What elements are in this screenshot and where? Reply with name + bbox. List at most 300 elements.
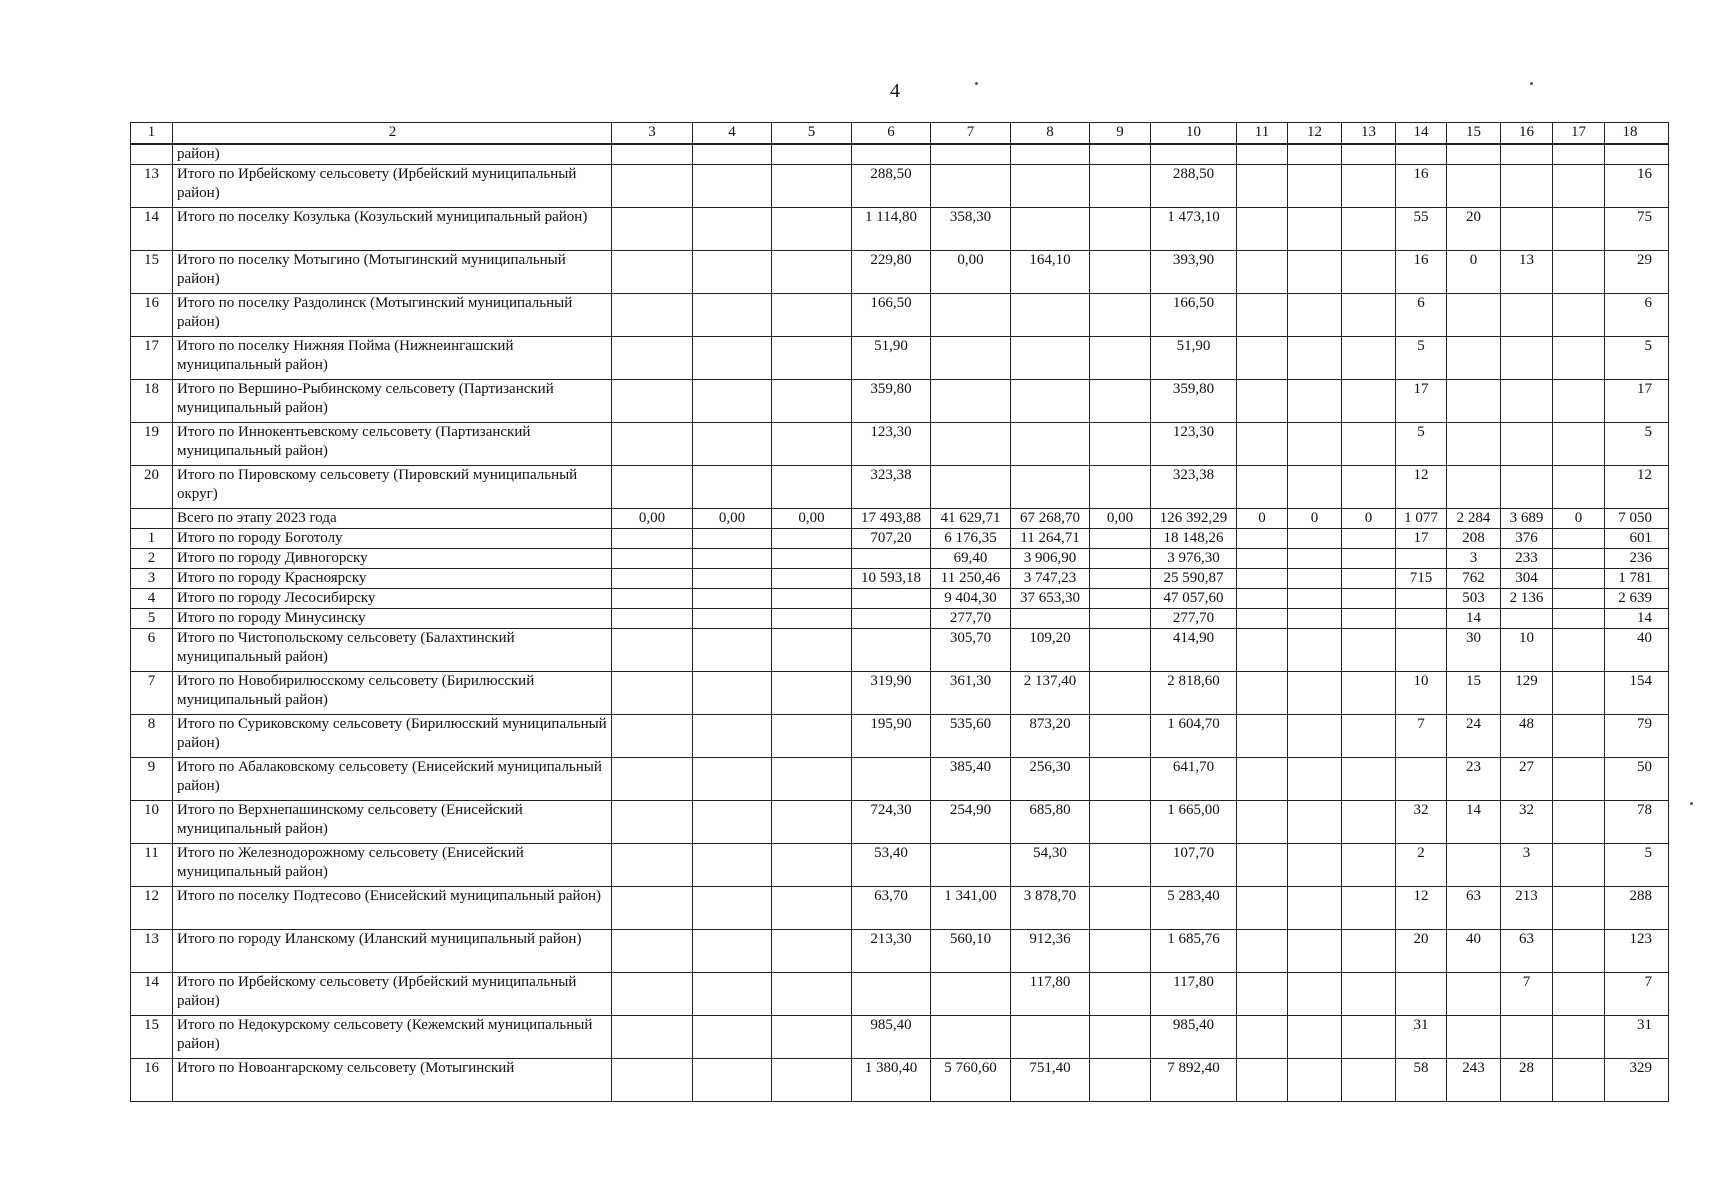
table-cell — [612, 569, 693, 589]
table-cell — [772, 715, 852, 758]
table-cell — [1237, 844, 1288, 887]
table-cell: 1 380,40 — [852, 1059, 931, 1102]
table-cell: 31 — [1605, 1016, 1669, 1059]
table-cell: 14 — [1605, 609, 1669, 629]
table-row — [131, 294, 1669, 337]
table-cell — [1288, 144, 1342, 165]
table-cell — [1090, 549, 1151, 569]
table-cell: 50 — [1605, 758, 1669, 801]
table-cell — [852, 973, 931, 1016]
table-cell: 8 — [1011, 123, 1090, 145]
table-cell: 2 — [1396, 844, 1447, 887]
table-cell: 12 — [1396, 887, 1447, 930]
table-cell: 0 — [1288, 509, 1342, 529]
table-cell — [772, 801, 852, 844]
table-row — [131, 844, 1669, 887]
table-cell: 40 — [1605, 629, 1669, 672]
table-cell — [1090, 672, 1151, 715]
table-cell — [1342, 930, 1396, 973]
table-cell: 3 — [1447, 549, 1501, 569]
table-cell — [1237, 1059, 1288, 1102]
table-cell: 10 — [131, 801, 173, 844]
table-cell: 10 — [1151, 123, 1237, 145]
table-cell: 126 392,29 — [1151, 509, 1237, 529]
table-cell — [1396, 609, 1447, 629]
table-cell: 601 — [1605, 529, 1669, 549]
table-cell: Итого по поселку Мотыгино (Мотыгинский муниципальный район) — [173, 251, 612, 294]
table-cell — [612, 844, 693, 887]
table-cell — [1553, 423, 1605, 466]
table-row — [131, 589, 1669, 609]
table-cell: 288,50 — [852, 165, 931, 208]
table-cell — [1237, 165, 1288, 208]
table-cell — [1288, 549, 1342, 569]
table-cell: 30 — [1447, 629, 1501, 672]
table-cell: 213 — [1501, 887, 1553, 930]
table-cell: 1 685,76 — [1151, 930, 1237, 973]
table-cell — [931, 294, 1011, 337]
table-cell: 14 — [131, 208, 173, 251]
table-cell: 17 — [1605, 380, 1669, 423]
table-cell: 15 — [131, 251, 173, 294]
table-cell: 2 137,40 — [1011, 672, 1090, 715]
table-cell: 17 — [1396, 529, 1447, 549]
table-cell — [1501, 609, 1553, 629]
table-cell — [1090, 569, 1151, 589]
table-cell — [1288, 165, 1342, 208]
table-cell: Итого по Вершино-Рыбинскому сельсовету (Партизанский муниципальный район) — [173, 380, 612, 423]
table-cell — [1237, 973, 1288, 1016]
table-cell — [772, 549, 852, 569]
table-cell — [772, 569, 852, 589]
table-cell — [693, 1059, 772, 1102]
table-cell — [1342, 1059, 1396, 1102]
table-cell: 376 — [1501, 529, 1553, 549]
table-cell — [1447, 165, 1501, 208]
table-cell — [1553, 973, 1605, 1016]
table-cell — [1553, 294, 1605, 337]
table-cell — [931, 423, 1011, 466]
table-cell: 17 493,88 — [852, 509, 931, 529]
table-cell: 0 — [1447, 251, 1501, 294]
table-cell: 3 976,30 — [1151, 549, 1237, 569]
table-cell — [1011, 337, 1090, 380]
table-cell — [1011, 609, 1090, 629]
table-cell — [693, 758, 772, 801]
table-cell — [693, 715, 772, 758]
table-cell — [693, 208, 772, 251]
table-cell: 535,60 — [931, 715, 1011, 758]
table-cell — [612, 165, 693, 208]
table-cell: 117,80 — [1151, 973, 1237, 1016]
table-cell — [1237, 801, 1288, 844]
table-cell — [1090, 165, 1151, 208]
table-cell: 5 — [1396, 337, 1447, 380]
table-cell: 0 — [1237, 509, 1288, 529]
table-cell: 304 — [1501, 569, 1553, 589]
table-cell: 166,50 — [852, 294, 931, 337]
table-cell — [1237, 549, 1288, 569]
table-cell: 12 — [131, 887, 173, 930]
table-cell — [1447, 337, 1501, 380]
table-cell — [772, 380, 852, 423]
table-row — [131, 423, 1669, 466]
table-cell — [772, 887, 852, 930]
table-cell: 277,70 — [931, 609, 1011, 629]
table-cell — [1447, 1016, 1501, 1059]
table-cell: 985,40 — [1151, 1016, 1237, 1059]
table-cell — [772, 672, 852, 715]
table-cell: 78 — [1605, 801, 1669, 844]
table-cell: 11 — [131, 844, 173, 887]
table-cell: 6 — [131, 629, 173, 672]
table-cell — [612, 144, 693, 165]
table-cell — [1342, 973, 1396, 1016]
table-cell: 7 — [1501, 973, 1553, 1016]
table-cell: 54,30 — [1011, 844, 1090, 887]
table-cell — [612, 887, 693, 930]
table-cell: 2 818,60 — [1151, 672, 1237, 715]
table-cell: 3 — [612, 123, 693, 145]
table-cell — [772, 973, 852, 1016]
table-cell: 18 148,26 — [1151, 529, 1237, 549]
table-row — [131, 1059, 1669, 1102]
table-cell — [1288, 589, 1342, 609]
table-cell — [1237, 208, 1288, 251]
table-cell: 358,30 — [931, 208, 1011, 251]
table-cell: 359,80 — [1151, 380, 1237, 423]
table-cell: 0,00 — [772, 509, 852, 529]
table-cell — [1553, 844, 1605, 887]
table-cell: 14 — [1396, 123, 1447, 145]
table-row — [131, 609, 1669, 629]
table-cell: Итого по поселку Нижняя Пойма (Нижнеингашский муниципальный район) — [173, 337, 612, 380]
table-cell: 58 — [1396, 1059, 1447, 1102]
table-cell — [1288, 1059, 1342, 1102]
table-cell — [1237, 144, 1288, 165]
table-cell — [612, 973, 693, 1016]
table-cell — [1288, 887, 1342, 930]
table-cell — [612, 208, 693, 251]
table-cell: 503 — [1447, 589, 1501, 609]
table-row — [131, 380, 1669, 423]
table-cell — [1447, 294, 1501, 337]
table-cell: Итого по городу Красноярску — [173, 569, 612, 589]
table-cell: 229,80 — [852, 251, 931, 294]
table-cell — [1342, 294, 1396, 337]
table-cell: 47 057,60 — [1151, 589, 1237, 609]
table-cell — [1553, 758, 1605, 801]
table-cell: 13 — [131, 930, 173, 973]
table-cell — [693, 629, 772, 672]
table-row — [131, 801, 1669, 844]
table-cell: 129 — [1501, 672, 1553, 715]
table-cell — [1237, 672, 1288, 715]
table-cell: 20 — [131, 466, 173, 509]
table-cell — [1342, 758, 1396, 801]
table-cell: 1 781 — [1605, 569, 1669, 589]
table-cell — [931, 973, 1011, 1016]
table-cell: Итого по Верхнепашинскому сельсовету (Енисейский муниципальный район) — [173, 801, 612, 844]
table-cell: 164,10 — [1011, 251, 1090, 294]
table-cell — [1447, 423, 1501, 466]
table-row — [131, 251, 1669, 294]
table-cell: 256,30 — [1011, 758, 1090, 801]
table-cell: 5 — [1605, 844, 1669, 887]
table-cell — [1501, 466, 1553, 509]
table-cell: 14 — [1447, 609, 1501, 629]
table-cell: 29 — [1605, 251, 1669, 294]
table-row — [131, 337, 1669, 380]
table-cell: 37 653,30 — [1011, 589, 1090, 609]
table-cell: 9 404,30 — [931, 589, 1011, 609]
table-cell — [1288, 715, 1342, 758]
table-cell — [1090, 294, 1151, 337]
table-cell — [1553, 1059, 1605, 1102]
table-cell: 48 — [1501, 715, 1553, 758]
table-row — [131, 973, 1669, 1016]
table-cell: 16 — [1605, 165, 1669, 208]
table-cell — [1501, 1016, 1553, 1059]
table-cell — [1501, 208, 1553, 251]
table-cell — [1342, 466, 1396, 509]
table-cell — [1447, 466, 1501, 509]
table-cell: Итого по городу Лесосибирску — [173, 589, 612, 609]
table-cell — [1342, 887, 1396, 930]
table-cell — [612, 466, 693, 509]
table-cell: 1 — [131, 123, 173, 145]
table-cell — [1342, 337, 1396, 380]
table-cell: район) — [173, 144, 612, 165]
table-cell — [772, 165, 852, 208]
table-cell — [612, 294, 693, 337]
table-cell: Итого по Чистопольскому сельсовету (Балахтинский муниципальный район) — [173, 629, 612, 672]
table-cell — [1288, 801, 1342, 844]
table-cell — [1342, 589, 1396, 609]
table-cell: 154 — [1605, 672, 1669, 715]
table-cell: 31 — [1396, 1016, 1447, 1059]
table-cell — [693, 466, 772, 509]
table-cell: 707,20 — [852, 529, 931, 549]
table-cell — [1090, 715, 1151, 758]
table-cell — [1090, 251, 1151, 294]
table-cell — [772, 466, 852, 509]
table-cell: Итого по городу Иланскому (Иланский муниципальный район) — [173, 930, 612, 973]
table-cell — [1342, 380, 1396, 423]
table-cell: 10 — [1396, 672, 1447, 715]
table-cell: Итого по городу Минусинску — [173, 609, 612, 629]
table-cell — [1237, 609, 1288, 629]
table-cell — [772, 609, 852, 629]
table-cell — [1342, 251, 1396, 294]
table-cell — [852, 549, 931, 569]
table-cell — [131, 144, 173, 165]
table-cell — [1011, 165, 1090, 208]
table-cell: 8 — [131, 715, 173, 758]
table-cell — [612, 801, 693, 844]
table-cell — [1090, 380, 1151, 423]
table-cell — [1090, 337, 1151, 380]
table-cell: 166,50 — [1151, 294, 1237, 337]
table-cell: 40 — [1447, 930, 1501, 973]
table-cell — [1342, 549, 1396, 569]
table-row — [131, 715, 1669, 758]
table-cell: 63 — [1447, 887, 1501, 930]
table-cell: 7 — [1605, 973, 1669, 1016]
table-cell: 195,90 — [852, 715, 931, 758]
table-cell: 107,70 — [1151, 844, 1237, 887]
table-cell: Итого по Абалаковскому сельсовету (Енисейский муниципальный район) — [173, 758, 612, 801]
table-cell — [1090, 208, 1151, 251]
table-cell: 3 689 — [1501, 509, 1553, 529]
table-cell — [1090, 887, 1151, 930]
table-cell: 51,90 — [1151, 337, 1237, 380]
table-cell — [1090, 844, 1151, 887]
table-cell: 12 — [1288, 123, 1342, 145]
table-cell — [693, 251, 772, 294]
table-row — [131, 887, 1669, 930]
table-cell: 254,90 — [931, 801, 1011, 844]
table-cell: 55 — [1396, 208, 1447, 251]
table-cell: 288 — [1605, 887, 1669, 930]
table-cell — [1237, 529, 1288, 549]
table-row — [131, 1016, 1669, 1059]
table-cell: 28 — [1501, 1059, 1553, 1102]
table-cell: 724,30 — [852, 801, 931, 844]
table-cell: 1 341,00 — [931, 887, 1011, 930]
table-cell — [612, 337, 693, 380]
table-cell: Итого по городу Дивногорску — [173, 549, 612, 569]
table-cell — [1090, 930, 1151, 973]
table-cell — [931, 466, 1011, 509]
table-cell — [772, 529, 852, 549]
table-cell: 123 — [1605, 930, 1669, 973]
table-cell — [1237, 251, 1288, 294]
table-cell — [693, 423, 772, 466]
table-cell: 414,90 — [1151, 629, 1237, 672]
table-cell — [1447, 380, 1501, 423]
table-cell — [1447, 144, 1501, 165]
table-cell: 1 604,70 — [1151, 715, 1237, 758]
table-cell: Итого по поселку Подтесово (Енисейский муниципальный район) — [173, 887, 612, 930]
table-cell — [931, 337, 1011, 380]
table-cell — [1553, 715, 1605, 758]
table-cell: 15 — [1447, 123, 1501, 145]
table-cell: 1 114,80 — [852, 208, 931, 251]
table-cell: 361,30 — [931, 672, 1011, 715]
table-cell — [1553, 529, 1605, 549]
table-cell — [852, 144, 931, 165]
table-cell: 2 639 — [1605, 589, 1669, 609]
table-cell: 123,30 — [1151, 423, 1237, 466]
table-cell — [1342, 1016, 1396, 1059]
table-cell: 323,38 — [852, 466, 931, 509]
table-cell: 63,70 — [852, 887, 931, 930]
table-cell: 319,90 — [852, 672, 931, 715]
table-cell: 0 — [1342, 509, 1396, 529]
table-cell — [1342, 672, 1396, 715]
table-cell — [1447, 844, 1501, 887]
table-cell: 243 — [1447, 1059, 1501, 1102]
table-cell — [1342, 165, 1396, 208]
table-cell: 14 — [131, 973, 173, 1016]
table-cell — [1553, 672, 1605, 715]
table-cell — [772, 589, 852, 609]
table-cell: 329 — [1605, 1059, 1669, 1102]
table-cell — [1288, 609, 1342, 629]
table-cell: Итого по Иннокентьевскому сельсовету (Партизанский муниципальный район) — [173, 423, 612, 466]
table-cell — [1090, 466, 1151, 509]
table-cell: 16 — [131, 1059, 173, 1102]
table-cell: 4 — [131, 589, 173, 609]
table-cell — [772, 251, 852, 294]
table-cell: 5 760,60 — [931, 1059, 1011, 1102]
table-cell: 15 — [131, 1016, 173, 1059]
table-cell — [1288, 423, 1342, 466]
table-cell — [1447, 973, 1501, 1016]
table-cell — [772, 423, 852, 466]
table-cell: 75 — [1605, 208, 1669, 251]
table-cell — [1342, 208, 1396, 251]
table-cell: 3 906,90 — [1011, 549, 1090, 569]
table-cell: 385,40 — [931, 758, 1011, 801]
table-cell: 762 — [1447, 569, 1501, 589]
table-row — [131, 672, 1669, 715]
table-cell — [1553, 337, 1605, 380]
table-cell: Итого по поселку Козулька (Козульский муниципальный район) — [173, 208, 612, 251]
table-cell: 9 — [1090, 123, 1151, 145]
table-cell: 0,00 — [931, 251, 1011, 294]
table-cell — [1501, 337, 1553, 380]
table-cell: 69,40 — [931, 549, 1011, 569]
table-cell — [1288, 337, 1342, 380]
table-cell: 16 — [131, 294, 173, 337]
table-cell — [1553, 208, 1605, 251]
table-cell: 1 473,10 — [1151, 208, 1237, 251]
table-cell — [852, 758, 931, 801]
table-cell: 5 283,40 — [1151, 887, 1237, 930]
table-cell: 2 284 — [1447, 509, 1501, 529]
table-cell — [931, 380, 1011, 423]
table-cell — [693, 144, 772, 165]
table-cell: 12 — [1396, 466, 1447, 509]
table-cell — [693, 887, 772, 930]
table-cell — [1090, 529, 1151, 549]
table-cell: 5 — [1605, 337, 1669, 380]
table-cell — [772, 144, 852, 165]
table-cell: 109,20 — [1011, 629, 1090, 672]
table-cell — [693, 529, 772, 549]
table-cell — [1553, 165, 1605, 208]
table-cell: 16 — [1396, 165, 1447, 208]
table-cell — [1151, 144, 1237, 165]
table-cell — [1090, 144, 1151, 165]
table-cell — [772, 758, 852, 801]
table-cell — [1396, 589, 1447, 609]
table-cell: 6 176,35 — [931, 529, 1011, 549]
table-cell — [1090, 758, 1151, 801]
table-cell — [1396, 758, 1447, 801]
table-cell: 288,50 — [1151, 165, 1237, 208]
table-cell: 17 — [1396, 380, 1447, 423]
table-cell — [1237, 466, 1288, 509]
table-cell — [1553, 609, 1605, 629]
table-cell — [1501, 294, 1553, 337]
table-cell: 2 136 — [1501, 589, 1553, 609]
table-cell — [1090, 1016, 1151, 1059]
table-cell — [612, 672, 693, 715]
table-cell: 5 — [1396, 423, 1447, 466]
